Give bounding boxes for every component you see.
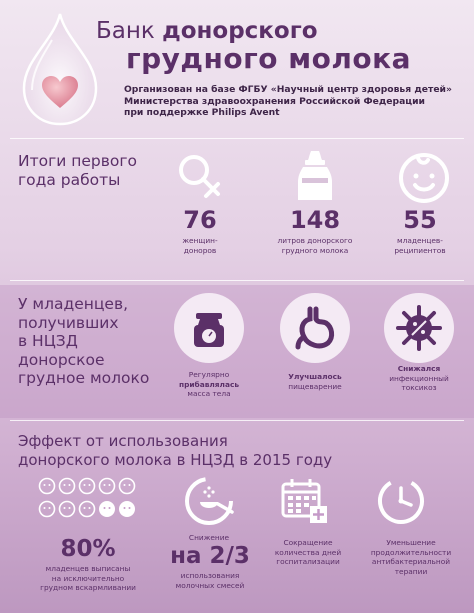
- calendar-icon: [280, 476, 330, 526]
- page-title-line1: Банк донорского: [96, 18, 318, 44]
- female-symbol-icon: [170, 150, 226, 206]
- effect-caption-hospital: Сокращение количества дней госпитализации: [274, 538, 342, 566]
- milk-drop-icon: [18, 10, 102, 128]
- effect-caption-antibiotic: Уменьшение продолжительности антибактериальной терапии: [370, 538, 452, 576]
- section1-heading: Итоги первого года работы: [18, 152, 138, 189]
- effect-caption-toxicosis: Снижался инфекционный токсикоз: [389, 364, 449, 392]
- divider: [10, 420, 464, 421]
- baby-bottle-icon: [292, 148, 338, 204]
- scale-icon: [174, 293, 244, 363]
- organization-text: Организован на базе ФГБУ «Научный центр здоровья детей» Министерства здравоохранения Российской Федерации при поддержке Philips Avent: [124, 84, 452, 118]
- stat-caption-donors: женщин- доноров: [182, 236, 218, 255]
- divider: [10, 138, 464, 139]
- divider: [10, 280, 464, 281]
- effect-caption-weight: Регулярно прибавлялась масса тела: [178, 370, 239, 398]
- stat-caption-recipients: младенцев- реципиентов: [394, 236, 446, 255]
- clock-icon: [374, 474, 428, 528]
- stat-number-liters: 148: [289, 206, 341, 234]
- effect-caption-formula: использования молочных смесей: [175, 571, 245, 590]
- milk-drop-logo: [18, 10, 102, 132]
- effect-caption-breastfed: младенцев выписаны на исключительно грудном вскармливании: [40, 564, 136, 592]
- stat-number-recipients: 55: [403, 206, 437, 234]
- section3-heading: Эффект от использования донорского молока в НЦЗД в 2015 году: [18, 432, 333, 469]
- stomach-icon: [280, 293, 350, 363]
- effect-circle-digestion: [280, 293, 350, 363]
- babies-grid-icon: [38, 476, 136, 522]
- formula-spoon-icon: [182, 474, 236, 528]
- section2-heading: У младенцев, получивших в НЦЗД донорское грудное молоко: [18, 295, 150, 387]
- effect-circle-toxicosis: [384, 293, 454, 363]
- stat-number-donors: 76: [183, 206, 217, 234]
- effect-number-breastfed: 80%: [60, 536, 116, 562]
- baby-face-icon: [396, 150, 452, 206]
- page-title-line2: грудного молока: [126, 42, 411, 75]
- effect-small-formula: Снижение: [188, 533, 230, 542]
- effect-circle-weight: [174, 293, 244, 363]
- effect-caption-digestion: Улучшалось пищеварение: [288, 372, 342, 391]
- effect-number-formula: на 2/3: [170, 543, 250, 569]
- stat-caption-liters: литров донорского грудного молока: [277, 236, 353, 255]
- virus-icon: [384, 293, 454, 363]
